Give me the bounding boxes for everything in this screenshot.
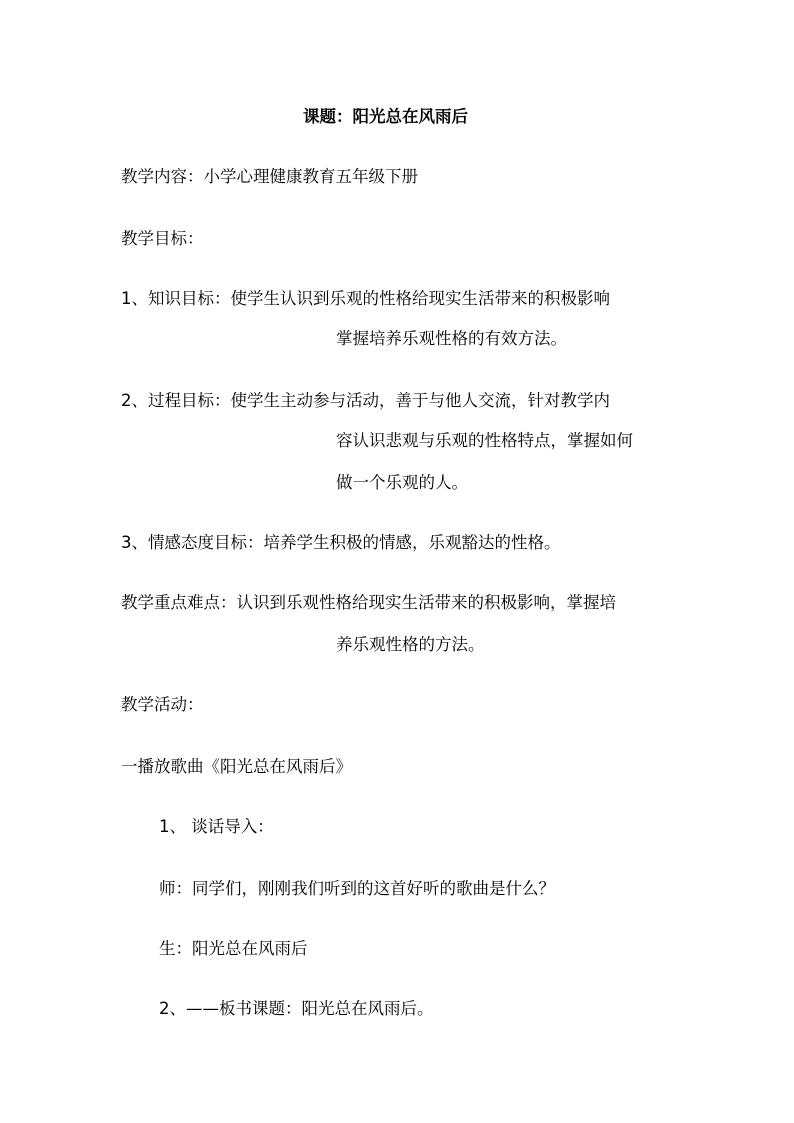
goal3: 3、情感态度目标：培养学生积极的情感，乐观豁达的性格。 <box>121 533 561 552</box>
goal1-line1: 1、知识目标：使学生认识到乐观的性格给现实生活带来的积极影响 <box>121 289 610 308</box>
keypoints-line1: 教学重点难点：认识到乐观性格给现实生活带来的积极影响，掌握培 <box>121 593 616 612</box>
section1-heading: 一播放歌曲《阳光总在风雨后》 <box>121 757 352 776</box>
goal2-line2: 容认识悲观与乐观的性格特点，掌握如何 <box>336 431 633 450</box>
goal2-line1: 2、过程目标：使学生主动参与活动，善于与他人交流，针对教学内 <box>121 391 610 410</box>
keypoints-line2: 养乐观性格的方法。 <box>336 635 485 654</box>
item2: 2、——板书课题：阳光总在风雨后。 <box>159 999 434 1018</box>
teacher-line: 师：同学们，刚刚我们听到的这首好听的歌曲是什么？ <box>159 879 555 898</box>
activities-heading: 教学活动： <box>121 695 204 714</box>
item1: 1、 谈话导入： <box>159 817 274 836</box>
lesson-title: 课题：阳光总在风雨后 <box>303 107 468 126</box>
teaching-content: 教学内容：小学心理健康教育五年级下册 <box>121 167 418 186</box>
student-line: 生：阳光总在风雨后 <box>159 939 308 958</box>
goals-heading: 教学目标： <box>121 229 204 248</box>
goal2-line3: 做一个乐观的人。 <box>336 473 468 492</box>
goal1-line2: 掌握培养乐观性格的有效方法。 <box>336 329 567 348</box>
